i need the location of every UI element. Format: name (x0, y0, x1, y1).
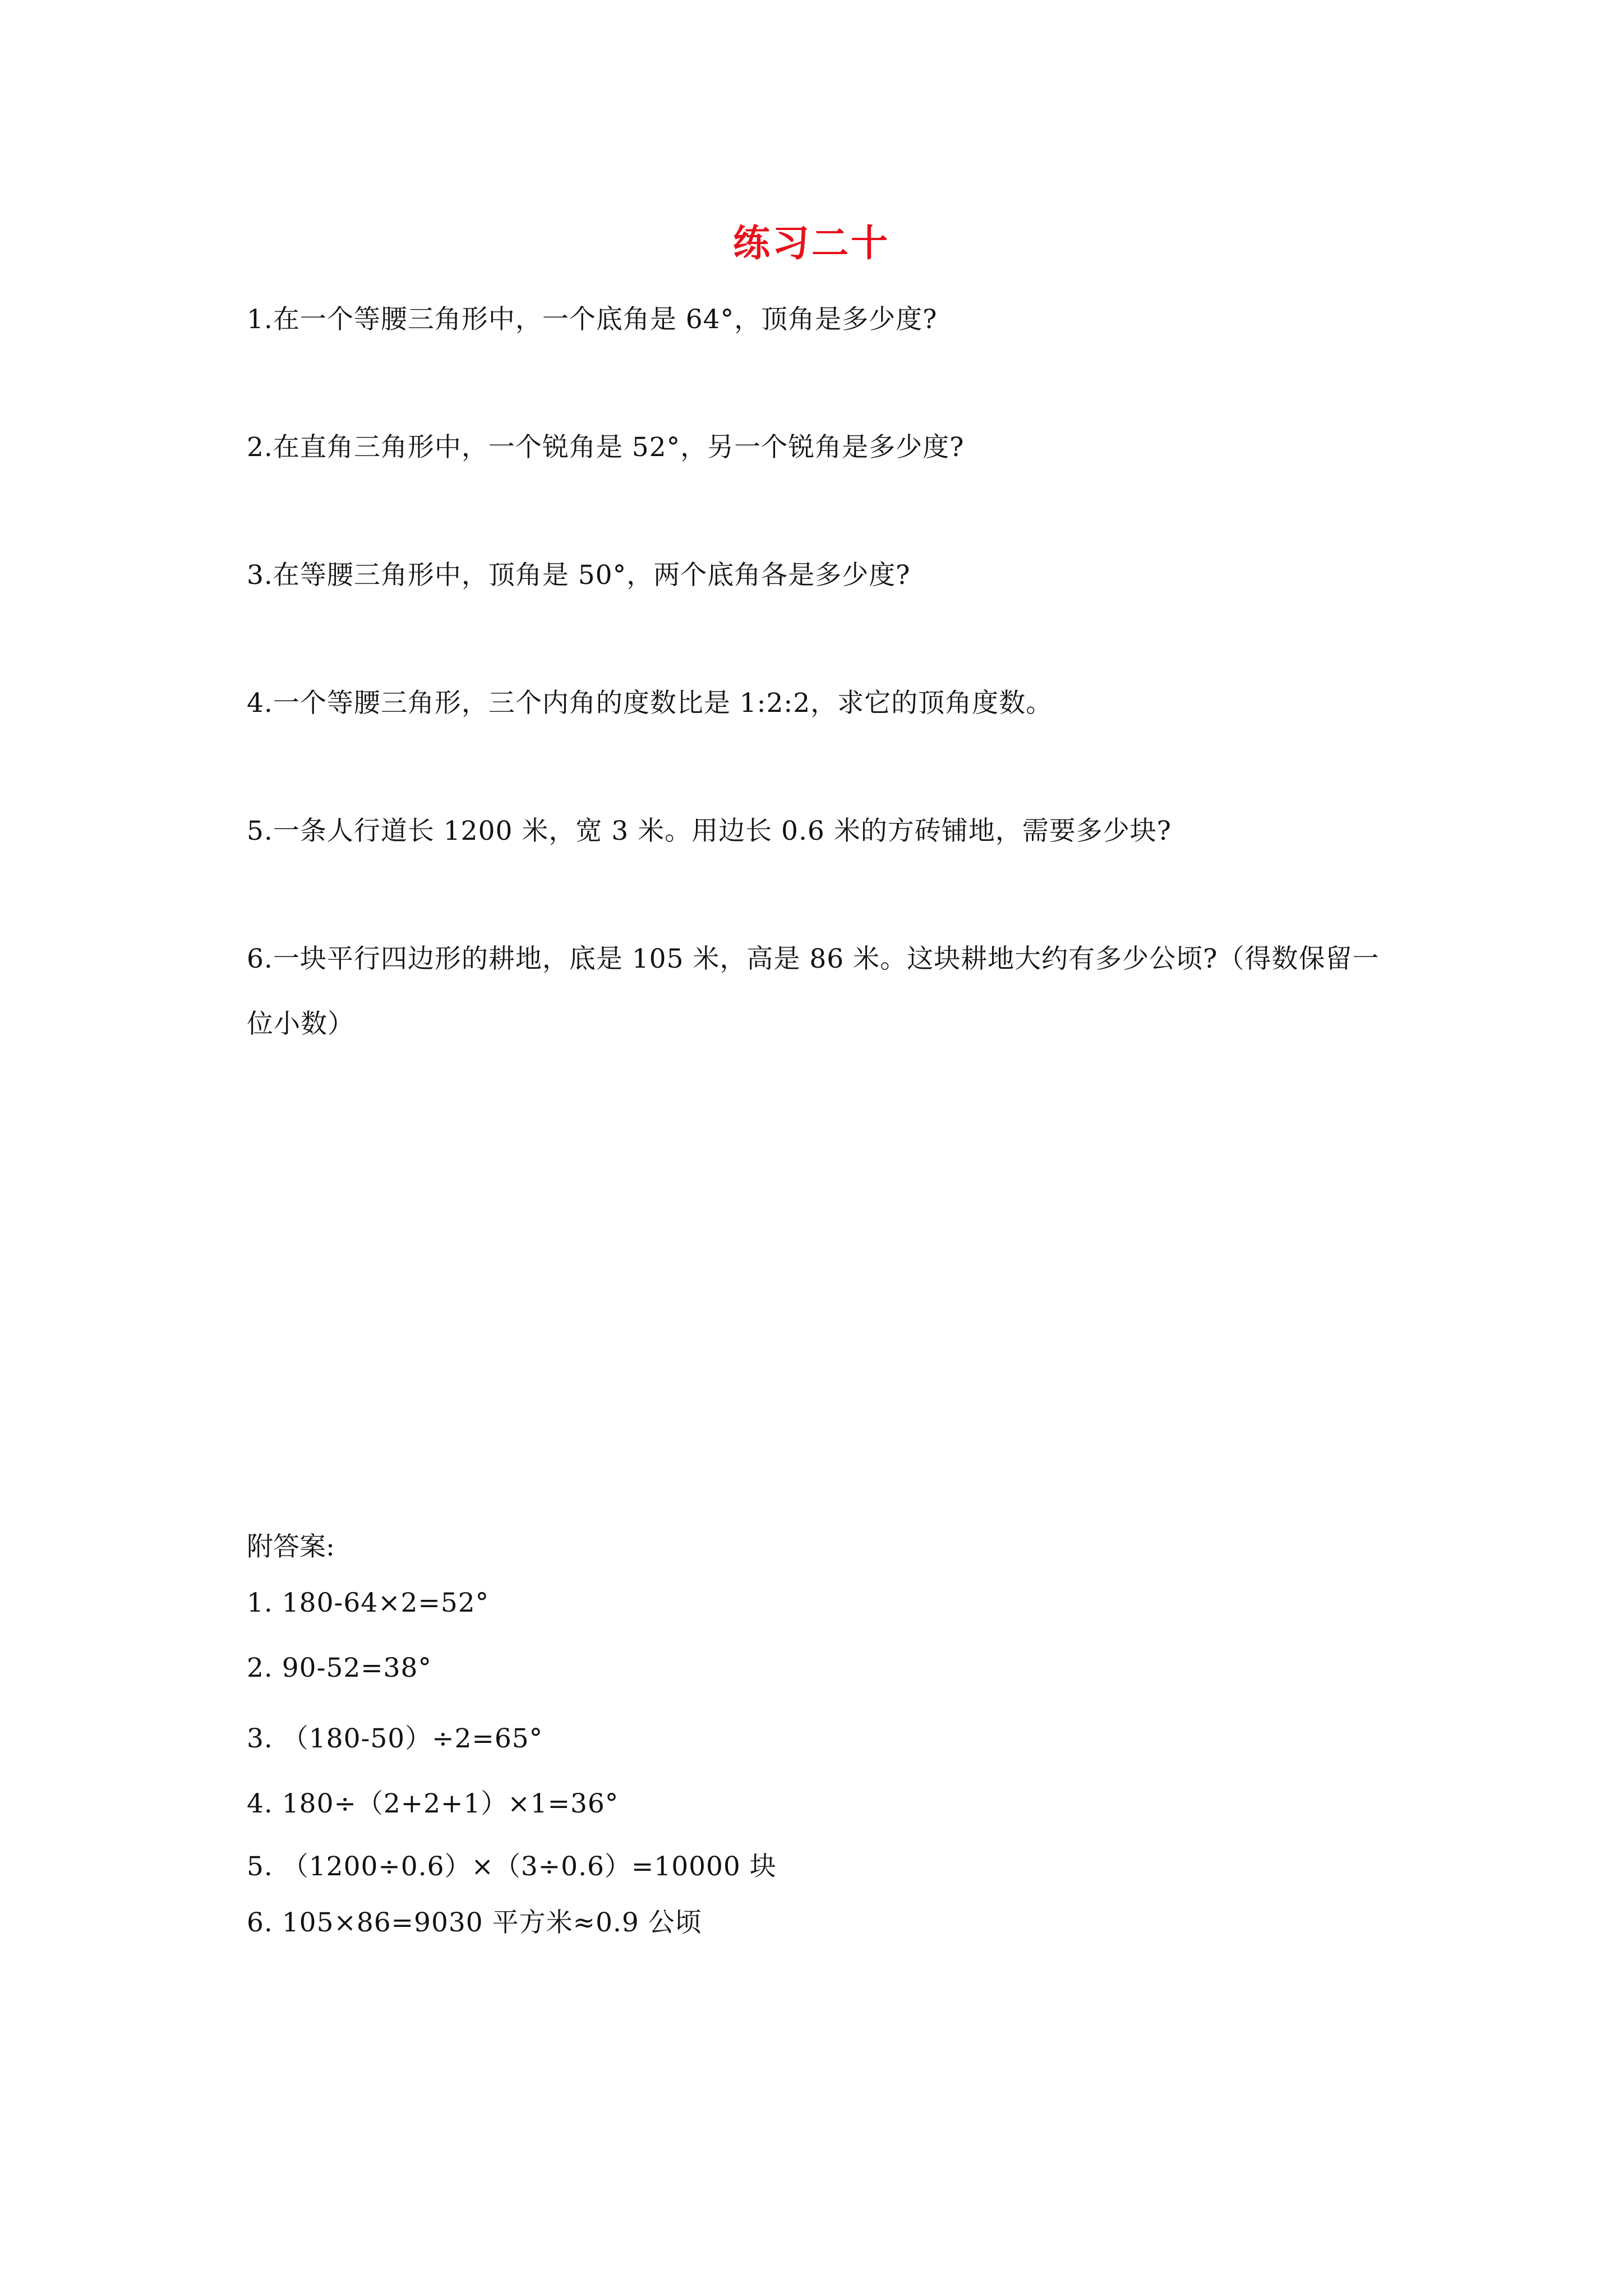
answers-heading: 附答案: (247, 1531, 335, 1562)
question-2: 2.在直角三角形中，一个锐角是 52°，另一个锐角是多少度? (247, 432, 965, 463)
page-title: 练习二十 (733, 222, 890, 265)
question-5: 5.一条人行道长 1200 米，宽 3 米。用边长 0.6 米的方砖铺地，需要多少块? (247, 816, 1172, 846)
question-6: 6.一块平行四边形的耕地，底是 105 米，高是 86 米。这块耕地大约有多少公顷?（得数保留一位小数） (247, 944, 1380, 1039)
answer-5: 5. （1200÷0.6）×（3÷0.6）=10000 块 (247, 1851, 777, 1882)
answer-3: 3. （180-50）÷2=65° (247, 1723, 543, 1754)
question-3: 3.在等腰三角形中，顶角是 50°，两个底角各是多少度? (247, 560, 911, 591)
answer-6: 6. 105×86=9030 平方米≈0.9 公顷 (247, 1907, 702, 1938)
answer-4: 4. 180÷（2+2+1）×1=36° (247, 1788, 619, 1819)
answer-2: 2. 90-52=38° (247, 1653, 432, 1683)
question-4: 4.一个等腰三角形，三个内角的度数比是 1:2:2，求它的顶角度数。 (247, 688, 1053, 719)
question-1: 1.在一个等腰三角形中，一个底角是 64°，顶角是多少度? (247, 304, 938, 335)
answer-1: 1. 180-64×2=52° (247, 1588, 490, 1618)
